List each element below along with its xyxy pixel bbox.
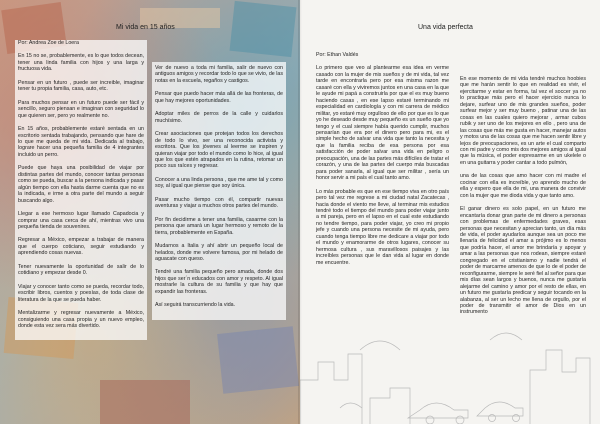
page-title: Una vida perfecta	[418, 24, 473, 31]
paragraph: Tener nuevamente la oportunidad de salir de lo cotidiano y empezar desde 0.	[18, 263, 144, 277]
paragraph: Lo más probable es que en ese tiempo viva en otro país pero tal vez me regrese a mi ciudad natal Zacatecas , hacia donde el viento me lleve, al terminar mis estudios tendré todo el tiempo del mundo para poder viajar junto a mi pareja, pero en el lapso en el cual este estudiando no tendre tiempo, para poder viajar, yo creo mi propio jefe y cuando una persona necesite de mi ayuda, pero cuando tenga tiempo libre me dedicare a viajar por todo el mundo y enamorarme de otros lugares, conocer su hermosa cultura , sus maravillosos paisajes y las increíbles personas que le dan vida al lugar en donde me encuentre.	[316, 188, 449, 266]
text-column	[460, 76, 586, 323]
paragraph: Llegar a ese hermoso lugar llamado Capadocia y comprar una casa cerca de ahí, mientras vivo una pequeña tienda de souvenires.	[18, 211, 144, 230]
page-title: Mi vida en 15 años	[116, 24, 175, 31]
paragraph: Tendré una familia pequeño pero amada, donde dos hijos que ser´n educados con amor y respeto. Al igual mostrarle la cultura de su familia y que hay que expandir las fronteras.	[155, 269, 283, 295]
page-spine	[298, 0, 302, 424]
paragraph: Lo primero que veo al plantearme esa idea en verme casado con la mujer de mis sueños y de mi vida, tal vez tarde en encontrarla pero por esa misma razon me casaré con ella y viviremos juntos en una casa en la que le ayude mi papá a construirla por que el es muy bueno haciendo casas , en ese lapso estaré terminando mi especialidad en cardiología y con mi carrera de médico militar, yo estaré muy orgulloso de ello por que es lo que yo he deseado desde muy pequeño es un sueño que yo tengo y el cual siempre había querido cumplir, muchos pensarían que era por el dinero pero para mi, es el simple hecho de salvar una vida que tanto la necesita y que la familia reciba de esa persona por esa satisfacción de poder salvar una vida en peligro o preocupación, una de las partes más difíciles de tratar el corazón, y una de las partes del cuerpo más buscadas para poder sanarla, al igual que ser militar , sería un honor servir a mi país el cual tanto amo.	[316, 65, 449, 182]
paragraph: Crear asociaciones que protejan todos los derechos de todo lo vivo, ser una reconocida activista y escritora. Que los jóvenes al leerme se inspiren y quieran viajar por todo el mundo como lo hice, al igual que los que estén atrapados en la rutina, retomar un poco sus raíces y regresar.	[155, 131, 283, 170]
paragraph: Pasar mucho tiempo con él, compartir nuevas aventuras y viajar a muchos otros partes del mundo.	[155, 196, 283, 210]
paragraph: Para muchos pensar en un futuro puede ser fácil y sencillo, seguro piensan e imaginan con seguridad lo que quieren ser, pero yo realmente no.	[18, 99, 144, 119]
paragraph: Mudarnos a Italia y ahí abrir un pequeño local de helados, donde me volvere famosa, por mi helado de aguacate con queso.	[155, 243, 283, 262]
paragraph: Pensar que puedo hacer más allá de las fronteras, de que hay mejores oportunidades.	[155, 91, 283, 104]
text-column	[15, 40, 147, 340]
paragraph: una de las cosas que amo hacer con mi madre el cocinar con ella es increíble, yo aprendo mucho de ella y espero que ella de mi, una manera de convivir con la mujer que me dioda vida y que tanto amo.	[460, 173, 586, 199]
paragraph: El ganar dinero es solo papel, en un futuro me encantaría donar gran parte de mi dinero a personas con problemas de enfermedades graves, esas personas que necesitan y aprecian tanto, un día más de vida, el poder ayudarlos aunque sea un poco me llenaría de felicidad el amar a prójimo es lo menos que podría hacer, el amor me brindaría y apoyar y amar a las personas que nos rodean, siempre estaré congregado en el cristianismo y nadie tendrá el poder de marcarme amenos de que lo de el poder de reconfigurarme, siempre le seré fiel al señor para que mis días sean largos y buenos, nunca me gustaría alejarme del camino y amor por el resto de ellas, en un futuro me gustaría predicar y seguir tocando en la alabanza, al ser un lecho me llena de orgullo, por el poder de transmitir el amor de Dios en un instrumento	[460, 206, 586, 316]
paragraph: Por fin decidirme a tener una familia, casarme con la persona que amará un lugar hermoso y remoto de la tierra, probablemente en España.	[155, 216, 283, 236]
paragraph: Regresar a México, empezar a trabajar de manera que el cuerpo coticiano, seguir estudiando y aprendiendo cosas nuevas.	[18, 237, 144, 257]
paragraph: Mentalizarme y regresar nuevamente a México, consiguiendo una casa propia y un nuevo empleo, donde esta vez sera más divertido.	[18, 310, 144, 329]
paragraph: Ver de nuevo a toda mi familia, salir de nuevo con antiguos amigos y recordar todo lo que se vivio, de las notas en la escuela, regaños y castigos.	[155, 65, 283, 84]
paragraph: En ese momento de mi vida tendré muchos hoobies que me harán sentir lo que en realidad es vivir, el ejercitarme y estar en forma, tal vez el soccer ya no lo practique más pero el hacer ejercicio nunca lo dejare, surfear uno de mis grandes sueños, poder surfear mejor y ser muy bueno , patinar una de las cosas en las cuales quiero mejorar , armar cubos rubik y ser uno de los mejores en ello , pero una de las cosas que más me gusta en hacer, manejar autos y motos una de las cosas que me hacen sentir libre y lejos de preocupaciones, es un arte el cual comparto con mi padre y como mis dos mejores amigos al igual que la música, el poder expresarme en un ukelele o en una guitarra y poder cantar a todo pulmón,	[460, 76, 587, 166]
author-line: Por: Ethan Valdés	[316, 52, 359, 58]
paragraph: Viajar y conocer tanto como se pueda, recordar todo, escribir libros, cuentos y poesías, de toda clase de literatura de la que se pueda haber.	[18, 283, 144, 303]
paragraph: En 15 años, probablemente estaré sentada en un escritorio sentada trabajando, pensando que hare de lo que me queda de mi vida. Dedicada al trabajo, lograre hacer una pequeña familia de 4 integrantes incluido un perro.	[18, 126, 144, 158]
paragraph: Pensar en un futuro , puede ser increible, imaginar tener tu propia familia, casa, auto, etc.	[18, 79, 144, 93]
paragraph: Adoptar miles de perros de la calle y cuidarlos muchísimo.	[155, 111, 283, 124]
author-line: Por: Andrea Zoe de Loera	[18, 40, 79, 46]
paragraph: Conocer a una linda persona , que me ame tal y como soy, al igual que piense que soy única.	[155, 176, 283, 190]
paragraph: Así seguirá transcurriendo la vida.	[155, 302, 236, 309]
text-column	[316, 52, 449, 273]
text-column	[152, 62, 286, 320]
paragraph: Puede que haya una posibilidad de viajar por distintas partes del mundo, conocer tantas personas como se pueda, buscar a la persona indicada y pasar algún tiempo con ella hasta darme cuenta que no es la indicada, e irme a otra parte del mundo a seguir buscando algo.	[18, 165, 144, 204]
paragraph: En 15 no se, probablemente, es lo que todos decean, tener una linda familia con hijos y una larga y fructuosa vida.	[18, 53, 144, 73]
